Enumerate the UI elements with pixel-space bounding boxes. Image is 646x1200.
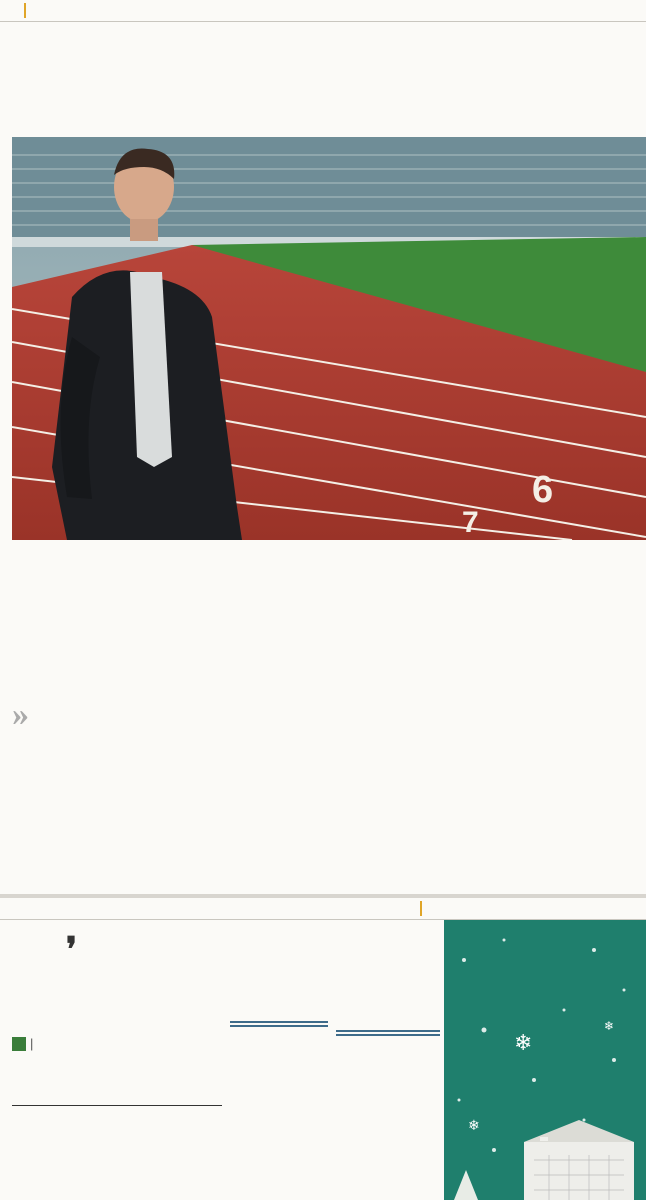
newspaper-page-9 bbox=[0, 898, 646, 1200]
bar-chart bbox=[60, 1156, 170, 1200]
handball-women-tables bbox=[336, 1030, 440, 1038]
div2b-header bbox=[336, 1034, 440, 1036]
page-header bbox=[0, 898, 646, 920]
svg-text:❄: ❄ bbox=[468, 1118, 480, 1134]
handball-men-tables bbox=[230, 1020, 328, 1027]
league-header bbox=[230, 1021, 328, 1023]
header-divider bbox=[420, 901, 422, 916]
header-divider bbox=[24, 3, 26, 18]
svg-text:❄: ❄ bbox=[514, 1031, 533, 1056]
page-header bbox=[0, 0, 646, 22]
svg-text:6: 6 bbox=[532, 469, 554, 511]
poll-source bbox=[12, 1036, 202, 1055]
ad-brand-logo bbox=[540, 1137, 548, 1141]
article-column-4 bbox=[318, 636, 423, 890]
svg-text:7: 7 bbox=[462, 506, 479, 539]
div1-header bbox=[230, 1025, 328, 1027]
chart-rule bbox=[12, 1105, 222, 1106]
wilke-logo-icon bbox=[12, 1037, 26, 1051]
article-column-1 bbox=[12, 696, 112, 890]
article-column-2 bbox=[118, 678, 223, 890]
svg-text:❄: ❄ bbox=[604, 1019, 615, 1033]
article-column-5 bbox=[427, 636, 532, 890]
advertisement bbox=[444, 920, 646, 1200]
wilke-logo: | bbox=[12, 1036, 202, 1051]
article-column-6 bbox=[538, 636, 638, 890]
pull-quote-icon: ❜ bbox=[66, 932, 77, 969]
stadium-photo bbox=[12, 137, 646, 540]
div2-header bbox=[336, 1030, 440, 1032]
dropcap-quote-icon: » bbox=[12, 696, 29, 733]
